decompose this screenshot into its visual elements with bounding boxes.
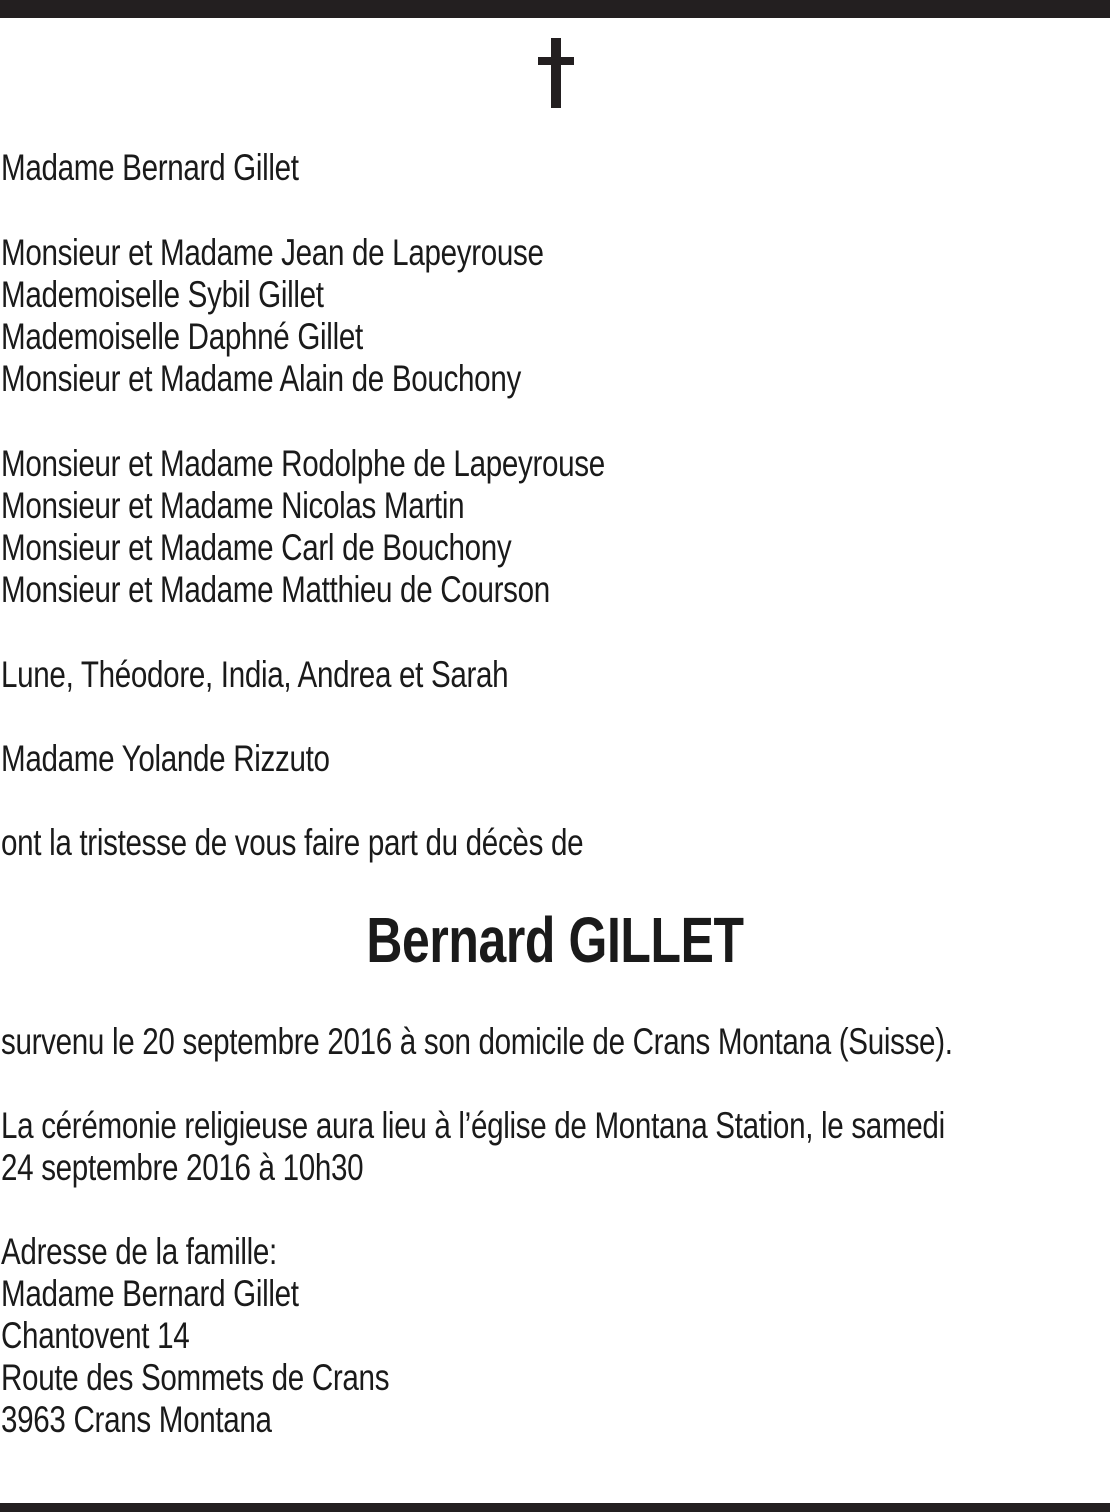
family-member-line: Madame Bernard Gillet: [1, 147, 299, 188]
bottom-border-rule: [0, 1503, 1110, 1512]
family-member-line: Monsieur et Madame Carl de Bouchony: [1, 527, 512, 568]
family-member-line: Monsieur et Madame Jean de Lapeyrouse: [1, 232, 544, 273]
cross-icon: [536, 38, 576, 110]
address-city: 3963 Crans Montana: [1, 1399, 272, 1440]
grandchildren-line: Lune, Théodore, India, Andrea et Sarah: [1, 654, 509, 695]
family-member-line: Mademoiselle Daphné Gillet: [1, 316, 363, 357]
family-member-line: Madame Yolande Rizzuto: [1, 738, 330, 779]
address-name: Madame Bernard Gillet: [1, 1273, 299, 1314]
family-member-line: Mademoiselle Sybil Gillet: [1, 274, 324, 315]
family-member-line: Monsieur et Madame Rodolphe de Lapeyrouse: [1, 443, 605, 484]
address-street: Chantovent 14: [1, 1315, 190, 1356]
address-heading: Adresse de la famille:: [1, 1231, 277, 1272]
deceased-name: Bernard GILLET: [366, 904, 744, 976]
address-road: Route des Sommets de Crans: [1, 1357, 390, 1398]
family-member-line: Monsieur et Madame Alain de Bouchony: [1, 358, 521, 399]
announcement-text: ont la tristesse de vous faire part du décès de: [1, 822, 584, 863]
death-notice-text: survenu le 20 septembre 2016 à son domicile de Crans Montana (Suisse).: [1, 1021, 953, 1062]
top-border-rule: [0, 0, 1110, 18]
family-member-line: Monsieur et Madame Matthieu de Courson: [1, 569, 550, 610]
ceremony-text-line-2: 24 septembre 2016 à 10h30: [1, 1147, 364, 1188]
ceremony-text-line-1: La cérémonie religieuse aura lieu à l’église de Montana Station, le samedi: [1, 1105, 945, 1146]
family-member-line: Monsieur et Madame Nicolas Martin: [1, 485, 465, 526]
